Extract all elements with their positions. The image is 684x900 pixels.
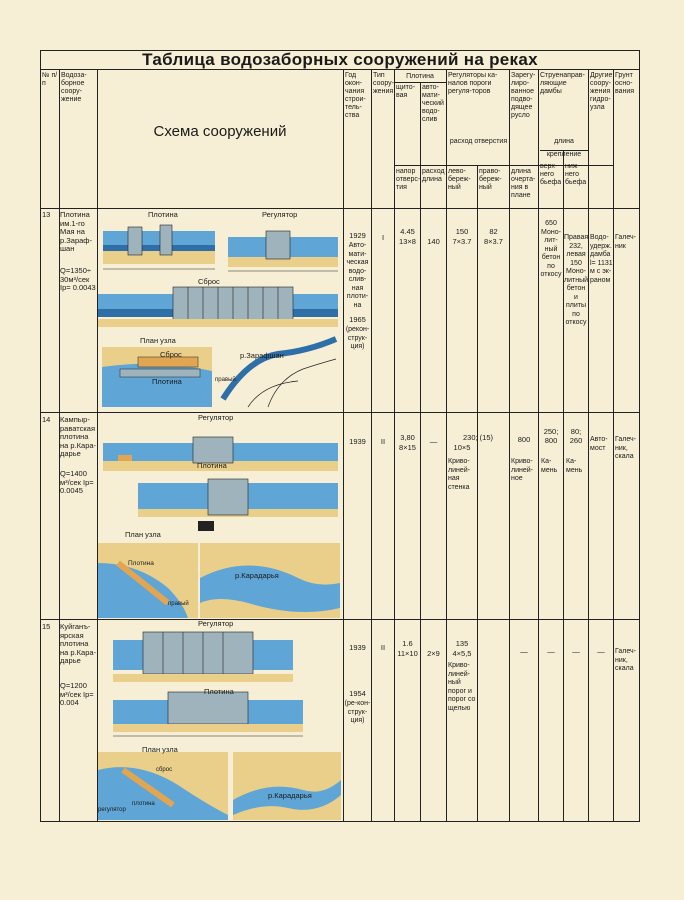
row-14-groyne-upper: 250; 800 xyxy=(543,427,559,445)
row-13-num: 13 xyxy=(42,210,51,219)
header-dam-length: длина xyxy=(554,138,574,145)
row-14-label-right: правый xyxy=(168,601,189,607)
header-year: Год окон-чания строи-тель-ства xyxy=(345,72,366,119)
header-type: Тип соору-жения xyxy=(373,72,395,95)
row-15-groyne-lower: — xyxy=(572,647,580,656)
row-15-length: 2×9 xyxy=(427,649,440,658)
header-bed-length: длина очерта-ния в плане xyxy=(511,168,536,199)
row-14-groyne-upper-note: Ка-мень xyxy=(541,458,558,474)
row-15-type: II xyxy=(380,643,386,652)
grid-line xyxy=(538,70,539,822)
header-discharge-length: расход длина xyxy=(422,168,445,183)
row-13-label-spillway: Сброс xyxy=(198,277,220,286)
row-14-head: 3,80 xyxy=(400,433,415,442)
row-15-head: 1.6 xyxy=(402,639,413,648)
row-13-label-river: р.Зарафшан xyxy=(240,351,284,360)
grid-line xyxy=(394,82,446,83)
header-dam-auto: авто-мати-ческий водо-слив xyxy=(422,84,444,123)
row-13-label-dam: Плотина xyxy=(148,210,178,219)
row-14-num: 14 xyxy=(42,415,51,424)
row-15-year2: 1954 xyxy=(349,689,366,698)
row-13-right-open: 8×3.7 xyxy=(484,237,503,246)
row-13-soil: Галеч-ник xyxy=(615,234,637,250)
row-14-groyne-lower: 80; 260 xyxy=(569,427,583,445)
row-15-year: 1939 xyxy=(349,643,366,652)
row-15-left: 135 xyxy=(455,639,469,648)
row-14-label-river: р.Карадарья xyxy=(235,571,279,580)
row-14-groyne-lower-note: Ка-мень xyxy=(566,458,583,474)
row-13-label-right: правый xyxy=(215,377,236,383)
row-13-left-open: 7×3.7 xyxy=(452,237,472,246)
row-15-soil: Галеч-ник, скала xyxy=(615,648,637,672)
row-15-label-river: р.Карадарья xyxy=(268,791,312,800)
header-dam-group: Плотина xyxy=(406,73,434,80)
header-fastening: крепление xyxy=(546,151,582,158)
header-upper-pool: верх-него бьефа xyxy=(540,163,562,186)
row-13-label-plan-dam: Плотина xyxy=(152,377,182,386)
row-13-year2: 1965 xyxy=(349,315,366,324)
row-14-label-dam: Плотина xyxy=(197,461,227,470)
row-13-year2-note: (рекон-струк-ция) xyxy=(345,326,370,350)
header-other: Другие соору-жения гидро-узла xyxy=(590,72,613,111)
row-15-params: Q=1200 м³/сек Iр= 0.004 xyxy=(60,681,94,707)
row-14-params: Q=1400 м³/сек Iр= 0.0045 xyxy=(60,469,94,495)
row-13-params: Q=1350÷ 30м³/сек Iр= 0.0043 xyxy=(60,266,96,292)
row-15-name: Куйганъ-ярская плотина на р.Кара-дарье xyxy=(60,622,97,665)
row-14-other: Авто-мост xyxy=(590,436,608,452)
row-13-name: Плотина им.1-го Мая на р.Зараф-шан xyxy=(60,210,92,253)
row-14-left: 230; (15) xyxy=(462,433,494,442)
header-groynes: Струенаправ-ляющие дамбы xyxy=(540,72,585,95)
row-14-label-plan: План узла xyxy=(125,530,161,539)
row-15-label-plan-regulator: регулятор xyxy=(98,807,126,813)
row-14-type: II xyxy=(380,437,386,446)
row-14-label-plan-dam: Плотина xyxy=(128,560,154,567)
header-lower-pool: ниж-него бьефа xyxy=(565,163,587,186)
row-14-bed: 800 xyxy=(517,435,531,444)
row-14-length: — xyxy=(429,437,438,446)
row-13-right: 82 xyxy=(489,227,498,236)
row-13-length: 140 xyxy=(427,237,440,246)
grid-line xyxy=(613,70,614,822)
header-dam-shield: щито-вая xyxy=(396,84,416,99)
row-13-other: Водо-удерж. дамба l= 1131 м с эк-раном xyxy=(590,234,613,284)
row-15-label-plan-dam: плотина xyxy=(132,801,155,807)
row-14-opening: 8×15 xyxy=(399,443,416,452)
row-13-head: 4.45 xyxy=(400,227,415,236)
row-15-label-regulator: Регулятор xyxy=(198,619,234,628)
header-intake: Водоза-борное соору-жение xyxy=(61,72,87,103)
row-14-name: Кампыр-раватская плотина на р.Кара-дарье xyxy=(60,415,97,458)
row-14-year: 1939 xyxy=(349,437,366,446)
header-discharge-opening: расход отверстия xyxy=(449,138,508,145)
grid-line xyxy=(477,165,478,822)
header-scheme: Схема сооружений xyxy=(153,123,287,140)
row-13-year-note: Авто-мати-ческая водо-слив-ная плоти-на xyxy=(346,242,369,309)
grid-line xyxy=(509,70,510,822)
row-15-left-open: 4×5,5 xyxy=(452,649,472,658)
page-title: Таблица водозаборных сооружений на реках xyxy=(40,50,640,70)
row-13-label-plan: План узла xyxy=(140,336,176,345)
row-13-year: 1929 xyxy=(349,231,366,240)
grid-line xyxy=(588,70,589,822)
row-14-bed-note: Криво-линей-ное xyxy=(511,458,533,482)
row-14-left-note: Криво-линей-ная стенка xyxy=(448,458,470,491)
row-15-bed: — xyxy=(520,647,528,656)
row-15-label-dam: Плотина xyxy=(204,687,234,696)
row-15-year2-note: (ре-кон-струк-ция) xyxy=(344,700,371,724)
row-13-groyne-upper: 650 Моно-лит-ный бетон по откосу xyxy=(540,220,562,278)
header-left-bank: лево-береж-ный xyxy=(448,168,471,191)
grid-line xyxy=(420,82,421,822)
header-right-bank: право-береж-ный xyxy=(479,168,502,191)
row-13-type: I xyxy=(381,233,385,242)
row-15-opening: 11×10 xyxy=(397,649,418,658)
row-13-opening: 13×8 xyxy=(399,237,416,246)
row-15-label-plan: План узла xyxy=(142,745,178,754)
row-13-left: 150 xyxy=(455,227,469,236)
row-13-groyne-lower: Правая 232, левая 150 Моно-литный бетон и плиты по откосу xyxy=(564,234,589,326)
header-regulated-bed: Зарегу-лиро-ванное подво-дящее русло xyxy=(511,72,536,119)
header-regulators: Регуляторы ка-налов пороги регуля-торов xyxy=(448,72,498,95)
row-15-groyne-upper: — xyxy=(547,647,555,656)
header-num: № п/п xyxy=(42,72,58,87)
row-14-scheme xyxy=(98,413,343,618)
header-soil: Грунт осно-вания xyxy=(615,72,635,95)
row-14-left-open: 10×5 xyxy=(453,443,471,452)
row-13-label-regulator: Регулятор xyxy=(262,210,298,219)
row-15-num: 15 xyxy=(42,622,51,631)
row-14-soil: Галеч-ник, скала xyxy=(615,436,637,460)
header-head-opening: напор отверс-тия xyxy=(396,168,421,191)
row-15-other: — xyxy=(597,647,605,656)
row-15-label-spillway: сброс xyxy=(156,767,173,773)
row-13-label-plan-spillway: Сброс xyxy=(160,350,182,359)
row-15-left-note: Криво-линей-ный порог и порог со щелью xyxy=(448,662,476,712)
row-14-label-regulator: Регулятор xyxy=(198,413,234,422)
